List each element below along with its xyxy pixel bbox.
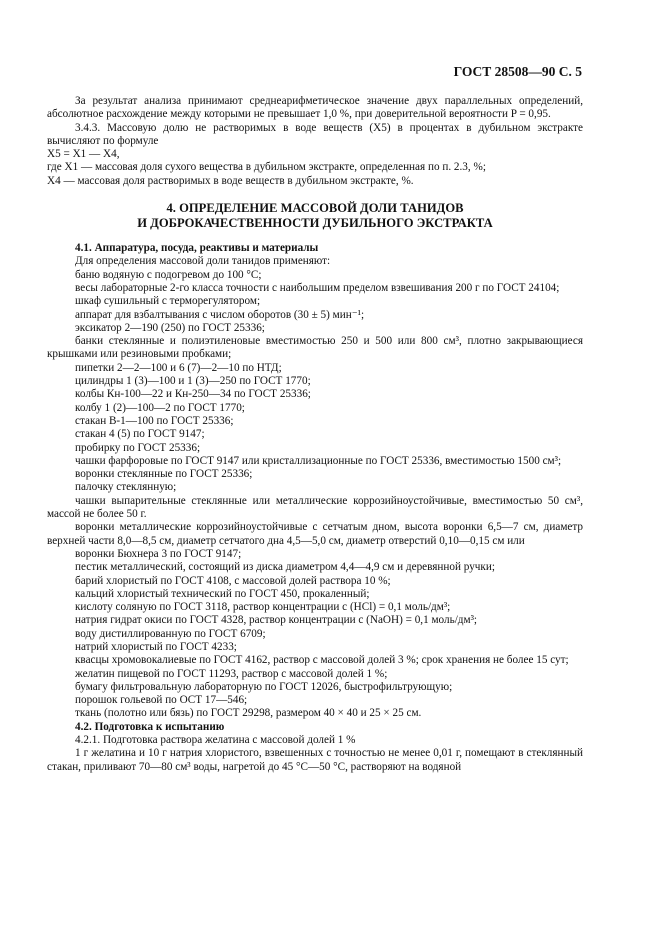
list-item: натрий хлористый по ГОСТ 4233; (75, 640, 237, 653)
list-item: колбы Кн-100—22 и Кн-250—34 по ГОСТ 25336; (75, 388, 311, 401)
list-item: воронки Бюхнера 3 по ГОСТ 9147; (75, 547, 242, 560)
list-item: желатин пищевой по ГОСТ 11293, раствор с массовой долей 1 %; (75, 667, 388, 680)
list-item: воронки металлические коррозийноустойчивые с сетчатым дном, высота воронки 6,5—7 см, диаметр верхней части 8,0—8,5 см, диаметр сетчатого дна 4,5—5,0 см, диаметр отверстий 0,10—0,15 см или (47, 521, 583, 547)
subsection-4-1-title: 4.1. Аппаратура, посуда, реактивы и материалы (75, 242, 319, 255)
equipment-list (47, 269, 583, 721)
list-item: стакан В-1—100 по ГОСТ 25336; (75, 414, 234, 427)
list-item: барий хлористый по ГОСТ 4108, с массовой долей раствора 10 %; (75, 574, 391, 587)
list-item: пипетки 2—2—100 и 6 (7)—2—10 по НТД; (75, 361, 282, 374)
section-title-line-2: И ДОБРОКАЧЕСТВЕННОСТИ ДУБИЛЬНОГО ЭКСТРАКТА (137, 216, 493, 231)
intro-paragraph-2: 3.4.3. Массовую долю не растворимых в воде веществ (X5) в процентах в дубильном экстракте вычисляют по формуле (47, 121, 583, 147)
list-item: кислоту соляную по ГОСТ 3118, раствор концентрации с (HCl) = 0,1 моль/дм³; (75, 601, 451, 614)
formula: X5 = X1 — X4, (47, 148, 120, 161)
list-item: банки стеклянные и полиэтиленовые вместимостью 250 и 500 или 800 см³, плотно закрывающиеся крышками или резиновыми пробками; (47, 335, 583, 361)
page-content (47, 95, 583, 774)
list-item: кальций хлористый технический по ГОСТ 450, прокаленный; (75, 587, 370, 600)
section-title (47, 201, 583, 231)
list-item: эксикатор 2—190 (250) по ГОСТ 25336; (75, 321, 265, 334)
list-item: воду дистиллированную по ГОСТ 6709; (75, 627, 266, 640)
list-item: пробирку по ГОСТ 25336; (75, 441, 201, 454)
list-item: цилиндры 1 (3)—100 и 1 (3)—250 по ГОСТ 1770; (75, 375, 311, 388)
subsection-4-2-title: 4.2. Подготовка к испытанию (75, 720, 225, 733)
list-item: квасцы хромовокалиевые по ГОСТ 4162, раствор с массовой долей 3 %; срок хранения не более 15 сут; (75, 654, 569, 667)
list-item: весы лабораторные 2-го класса точности с наибольшим пределом взвешивания 200 г по ГОСТ 24104; (75, 281, 560, 294)
list-item: колбу 1 (2)—100—2 по ГОСТ 1770; (75, 401, 245, 414)
list-item: стакан 4 (5) по ГОСТ 9147; (75, 428, 205, 441)
intro-paragraph-1: За результат анализа принимают среднеарифметическое значение двух параллельных определений, абсолютное расхождение между которыми не превышает 1,0 %, при доверительной вероятности P = 0,95. (47, 95, 583, 121)
list-item: бумагу фильтровальную лабораторную по ГОСТ 12026, быстрофильтрующую; (75, 680, 453, 693)
list-item: воронки стеклянные по ГОСТ 25336; (75, 468, 253, 481)
paragraph-4-2-1-title: 4.2.1. Подготовка раствора желатина с массовой долей 1 % (75, 734, 356, 747)
page-header: ГОСТ 28508—90 С. 5 (453, 64, 582, 79)
list-item: порошок гольевой по ОСТ 17—546; (75, 694, 248, 707)
list-item: баню водяную с подогревом до 100 °С; (75, 268, 262, 281)
list-item: чашки фарфоровые по ГОСТ 9147 или кристаллизационные по ГОСТ 25336, вместимостью 1500 см³; (75, 454, 562, 467)
list-item: аппарат для взбалтывания с числом оборотов (30 ± 5) мин⁻¹; (75, 308, 365, 321)
paragraph-4-2-1-text: 1 г желатина и 10 г натрия хлористого, взвешенных с точностью не менее 0,01 г, помещают в стеклянный стакан, приливают 70—80 см³ воды, нагретой до 45 °С—50 °С, растворяют на водяной (47, 747, 583, 773)
list-item: ткань (полотно или бязь) по ГОСТ 29298, размером 40 × 40 и 25 × 25 см. (75, 707, 422, 720)
list-item: натрия гидрат окиси по ГОСТ 4328, раствор концентрации с (NaOH) = 0,1 моль/дм³; (75, 614, 478, 627)
section-title-line-1: 4. ОПРЕДЕЛЕНИЕ МАССОВОЙ ДОЛИ ТАНИДОВ (166, 201, 464, 216)
formula-where-1: где X1 — массовая доля сухого вещества в дубильном экстракте, определенная по п. 2.3, %; (47, 161, 486, 174)
list-lead: Для определения массовой доли танидов применяют: (75, 255, 331, 268)
list-item: шкаф сушильный с терморегулятором; (75, 295, 261, 308)
list-item: чашки выпарительные стеклянные или металлические коррозийноустойчивые, вместимостью 50 см³, массой не более 50 г. (47, 494, 583, 521)
formula-where-2: X4 — массовая доля растворимых в воде веществ в дубильном экстракте, %. (47, 174, 414, 187)
list-item: пестик металлический, состоящий из диска диаметром 4,4—4,9 см и деревянной ручки; (75, 561, 495, 574)
list-item: палочку стеклянную; (75, 481, 177, 494)
